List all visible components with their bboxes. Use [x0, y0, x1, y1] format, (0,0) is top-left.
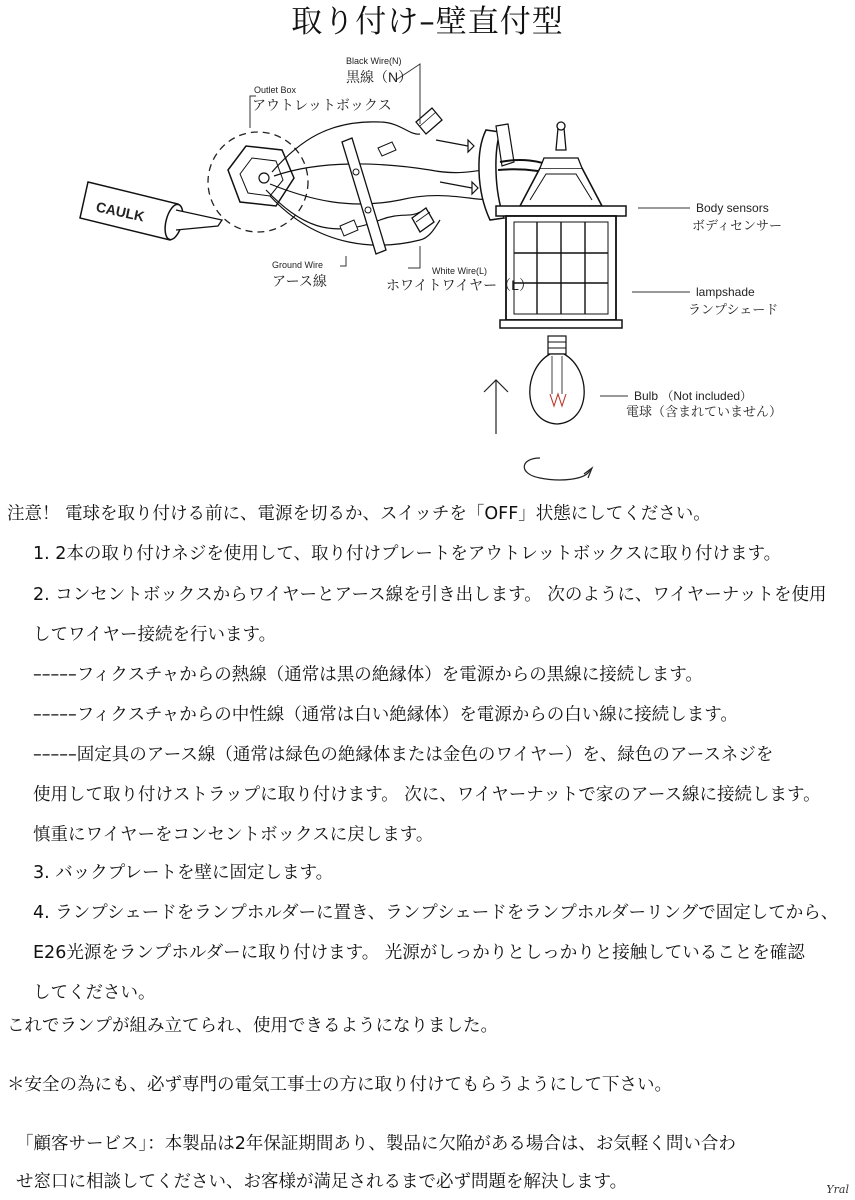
up-arrow-icon: [484, 380, 508, 434]
watermark: Yral: [826, 1183, 849, 1196]
black-wire-label-en: Black Wire(N): [346, 56, 402, 66]
lampshade-label-en: lampshade: [696, 285, 755, 299]
step-4-text-b: E26光源をランプホルダーに取り付けます。 光源がしっかりとしっかりと接触していることを確認: [33, 943, 805, 963]
step-2-text-e: –––––固定具のアース線（通常は緑色の絶縁体または金色のワイヤー）を、緑色のアースネジを: [33, 745, 774, 765]
step-2-text-d: –––––フィクスチャからの中性線（通常は白い絶縁体）を電源からの白い線に接続します。: [33, 705, 738, 725]
step-2-text-b: してワイヤー接続を行います。: [33, 625, 277, 645]
step-3-text: 3. バックプレートを壁に固定します。: [33, 863, 334, 883]
black-wire-label-jp: 黒線（N）: [346, 69, 413, 85]
ground-wire-label-jp: アース線: [272, 273, 327, 289]
lampshade-label-jp: ランプシェード: [688, 302, 779, 317]
body-sensors-label-jp: ボディセンサー: [692, 218, 782, 233]
step-4-text-c: してください。: [33, 983, 156, 1003]
installation-diagram: [0, 50, 855, 495]
step-2-text-f: 使用して取り付けストラップに取り付けます。 次に、ワイヤーナットで家のアース線に接続します。: [33, 785, 821, 805]
bulb-icon: [530, 336, 584, 424]
complete-text: これでランプが組み立てられ、使用できるようになりました。: [7, 1016, 499, 1036]
safety-note: ＊安全の為にも、必ず専門の電気工事士の方に取り付けてもらうようにして下さい。: [7, 1075, 672, 1095]
bulb-label-en: Bulb （Not included）: [634, 389, 753, 403]
caulk-tube-icon: [80, 182, 222, 241]
step-2-text-a: 2. コンセントボックスからワイヤーとアース線を引き出します。 次のように、ワイヤーナットを使用: [33, 585, 827, 605]
wires-icon: [266, 122, 495, 245]
mounting-strap-icon: [340, 138, 396, 254]
customer-service-text-b: せ窓口に相談してください、お客様が満足されるまで必ず問題を解決します。: [16, 1172, 628, 1192]
page-title: 取り付け–壁直付型: [291, 4, 564, 40]
caulk-label: CAULK: [94, 198, 146, 225]
wire-nut-white-icon: [412, 208, 434, 232]
leader-lines: [250, 64, 690, 396]
step-2-text-g: 慎重にワイヤーをコンセントボックスに戻します。: [33, 825, 434, 845]
step-2-text-c: –––––フィクスチャからの熱線（通常は黒の絶縁体）を電源からの黒線に接続します。: [33, 665, 703, 685]
white-wire-label-en: White Wire(L): [432, 266, 488, 276]
outlet-box-icon: [228, 146, 294, 206]
rotate-arrow-icon: [524, 458, 592, 480]
outlet-box-label-en: Outlet Box: [254, 85, 297, 95]
white-wire-label-jp: ホワイトワイヤー（L）: [386, 277, 533, 293]
caution-text: 注意！ 電球を取り付ける前に、電源を切るか、スイッチを「OFF」状態にしてください。: [7, 504, 711, 524]
outlet-box-label-jp: アウトレットボックス: [252, 97, 392, 113]
body-sensors-label-en: Body sensors: [696, 201, 769, 215]
step-4-text-a: 4. ランプシェードをランプホルダーに置き、ランプシェードをランプホルダーリングで固定してから、: [33, 903, 839, 923]
customer-service-text-a: 「顧客サービス」：本製品は2年保証期間あり、製品に欠陥がある場合は、お気軽く問い合わ: [16, 1134, 736, 1154]
lantern-fixture-icon: [496, 122, 626, 328]
bulb-label-jp: 電球（含まれていません）: [626, 404, 783, 419]
step-1-text: 1. 2本の取り付けネジを使用して、取り付けプレートをアウトレットボックスに取り付けます。: [33, 544, 782, 564]
screw-icons: [436, 140, 478, 194]
ground-wire-label-en: Ground Wire: [272, 260, 324, 270]
